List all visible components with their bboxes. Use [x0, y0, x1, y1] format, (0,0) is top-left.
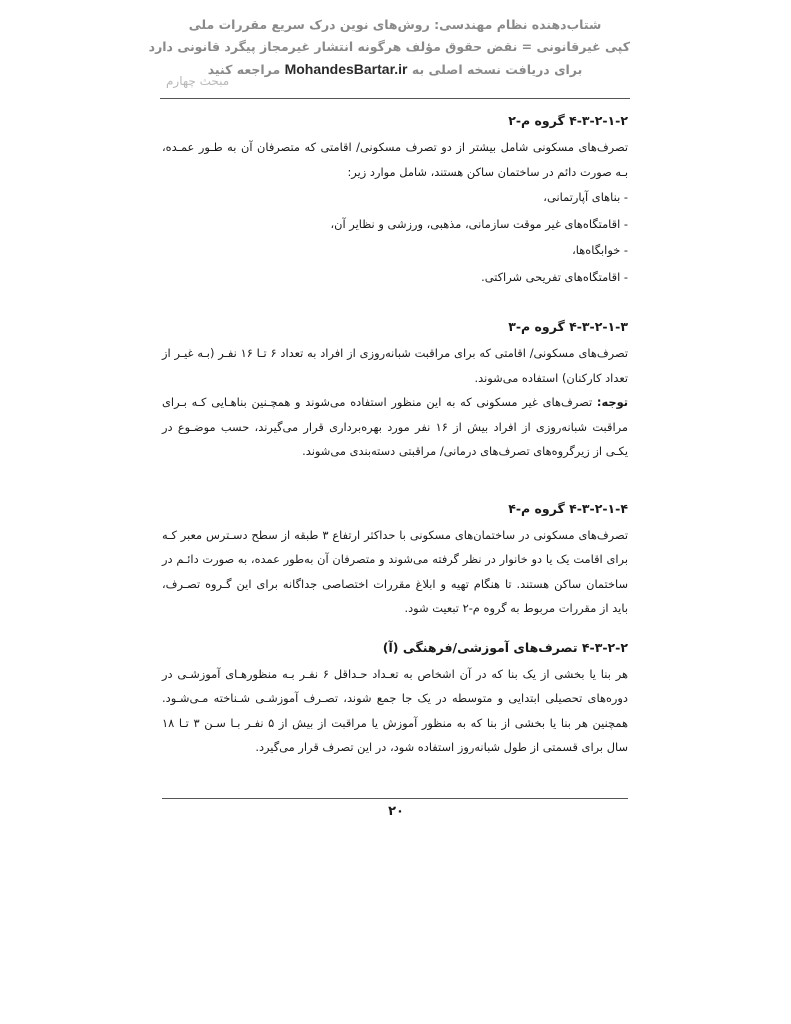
section-group-r4: [162, 498, 628, 621]
list-item: - اقامتگاه‌های تفریحی شراکتی.: [481, 269, 628, 284]
watermark-line-1: شتاب‌دهنده نظام مهندسی: روش‌های نوین درک سریع مقررات ملی: [188, 17, 602, 32]
header-watermark: [148, 14, 630, 81]
header-divider: [160, 98, 630, 99]
section-title: ۴-۳-۲-۲ تصرف‌های آموزشی/فرهنگی (آ): [382, 639, 628, 655]
section-paragraph: هر بنا یا بخشی از یک بنا که در آن اشخاص به تعـداد حـداقل ۶ نفـر بـه منظورهـای آموزشـی در دوره‌های تحصیلی ابتدایی و متوسطه در یک جا جمع شوند، تصـرف آموزشـی شـناخته مـی‌شـود. همچنین هر بنا یا بخشی از بنا که به منظور آموزش یا مراقبت از بیش از ۵ نفـر بـا سـن ۳ تـا ۱۸ سال برای قسمتی از طول شبانه‌روز استفاده شود، در این تصرف قرار می‌گیرد.: [162, 666, 628, 754]
page-content: [162, 104, 628, 760]
section-group-r2: [162, 110, 628, 290]
watermark-line-3-post: مراجعه کنید: [207, 62, 281, 77]
page-number: ۲۰: [388, 804, 404, 819]
note-label: توجه:: [596, 395, 628, 409]
list-item: - خوابگاه‌ها،: [572, 243, 628, 257]
chapter-label: مبحث چهارم: [166, 74, 230, 88]
item-list: [162, 184, 628, 290]
watermark-line-3-pre: برای دریافت نسخه اصلی به: [411, 62, 583, 77]
footer-divider: [162, 798, 628, 799]
section-paragraph: تصرف‌های مسکونی/ اقامتی که برای مراقبت شبانه‌روزی از افراد به تعداد ۶ تـا ۱۶ نفـر (بـه غیـر از تعداد کارکنان) استفاده می‌شوند.: [162, 346, 628, 385]
watermark-site-link[interactable]: MohandesBartar.ir: [284, 61, 408, 77]
note-paragraph: [162, 390, 628, 464]
section-group-r3: [162, 316, 628, 464]
section-title: ۴-۳-۲-۱-۲ گروه م-۲: [508, 113, 628, 128]
section-title: ۴-۳-۲-۱-۳ گروه م-۳: [508, 319, 628, 334]
list-item: - اقامتگاه‌های غیر موقت سازمانی، مذهبی، ورزشی و نظایر آن،: [330, 216, 628, 231]
list-item: - بناهای آپارتمانی،: [543, 190, 628, 204]
watermark-line-3: [160, 58, 630, 81]
section-paragraph: تصرف‌های مسکونی در ساختمان‌های مسکونی با حداکثر ارتفاع ۳ طبقه از سطح دسـترس معبر کـه برای اقامت یک یا دو خانوار در نظر گرفته می‌شوند و متصرفان آن به‌طور عمده، به صورت دائـم در ساختمان ساکن هستند. تا هنگام تهیه و ابلاغ مقررات اختصاصی جداگانه برای این گـروه تصـرف، باید از مقررات مربوط به گروه م-۲ تبعیت شود.: [162, 527, 628, 615]
watermark-line-2: کپی غیرقانونی = نقض حقوق مؤلف هرگونه انتشار غیرمجاز پیگرد قانونی دارد: [148, 39, 630, 54]
section-educational-cultural: [162, 637, 628, 760]
section-paragraph: تصرف‌های مسکونی شامل بیشتر از دو تصرف مسکونی/ اقامتی که متصرفان آن به طـور عمـده، بـه صورت دائم در ساختمان ساکن هستند، شامل موارد زیر:: [162, 140, 628, 179]
section-title: ۴-۳-۲-۱-۴ گروه م-۴: [508, 500, 628, 516]
note-text: تصرف‌های غیر مسکونی که به این منظور استفاده می‌شوند و همچـنین بناهـایی کـه بـرای مراقبت شبانه‌روزی از افراد بیش از ۱۶ نفر مورد بهره‌برداری قرار می‌گیرند، حسب موضـوع در یکـی از زیرگروه‌های تصرف‌های درمانی/ مراقبتی دسته‌بندی می‌شوند.: [162, 395, 628, 458]
